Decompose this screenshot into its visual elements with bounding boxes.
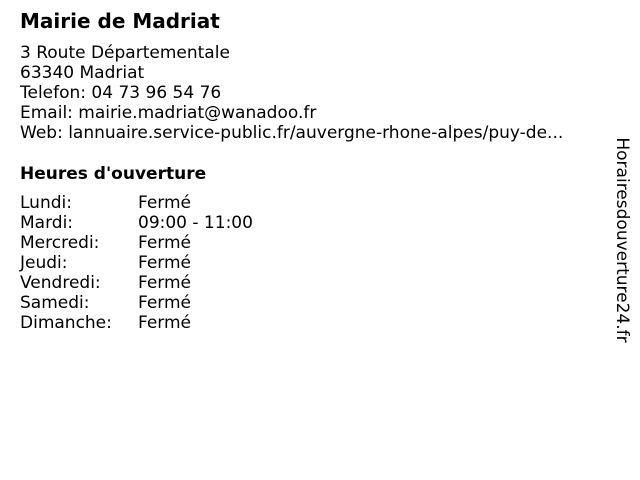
hours-time: Fermé (138, 293, 192, 313)
address-block (20, 43, 563, 143)
hours-heading: Heures d'ouverture (20, 164, 207, 184)
hours-time: Fermé (138, 273, 192, 293)
hours-day: Lundi: (20, 193, 72, 213)
hours-day: Dimanche: (20, 313, 112, 333)
phone-line: Telefon: 04 73 96 54 76 (20, 83, 222, 103)
address-street: 3 Route Départementale (20, 43, 230, 63)
hours-day: Samedi: (20, 293, 90, 313)
hours-day: Mardi: (20, 213, 74, 233)
hours-time: Fermé (138, 233, 192, 253)
web-line: Web: lannuaire.service-public.fr/auvergne-rhone-alpes/puy-de... (20, 123, 564, 143)
hours-time: Fermé (138, 193, 192, 213)
page-title: Mairie de Madriat (20, 9, 220, 33)
hours-day: Vendredi: (20, 273, 101, 293)
hours-day: Jeudi: (20, 253, 68, 273)
address-city: 63340 Madriat (20, 63, 145, 83)
hours-day: Mercredi: (20, 233, 100, 253)
hours-time: Fermé (138, 253, 192, 273)
hours-time: Fermé (138, 313, 192, 333)
site-watermark: Horairesdouverture24.fr (612, 137, 632, 343)
hours-time: 09:00 - 11:00 (138, 213, 253, 233)
email-line: Email: mairie.madriat@wanadoo.fr (20, 103, 317, 123)
